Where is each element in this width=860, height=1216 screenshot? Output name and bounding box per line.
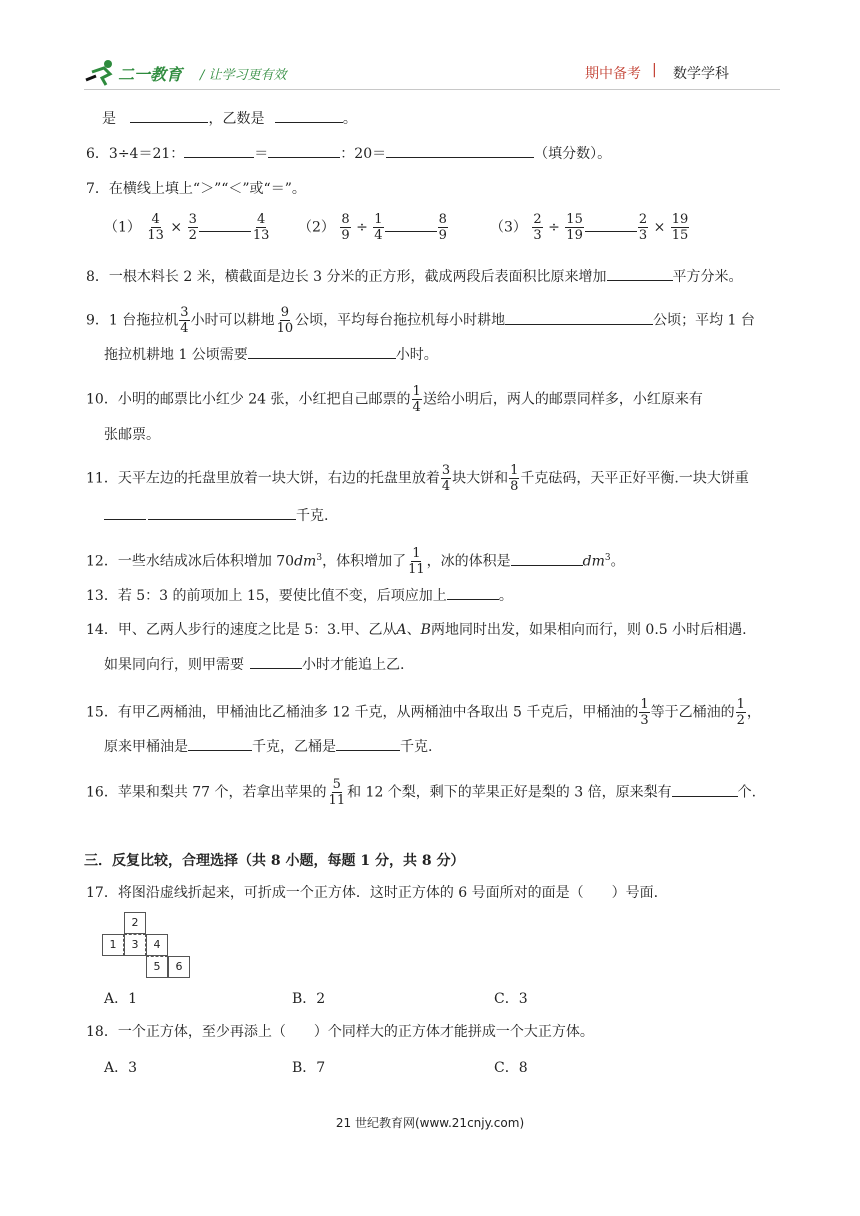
- q18-option-a[interactable]: A．3: [104, 1060, 138, 1076]
- question-16: 16．苹果和梨共 77 个，若拿出苹果的 $\frac{5}{11}$ 和 12 个梨，剩下的苹果正好是梨的 3 倍，原来梨有 个.: [86, 777, 757, 808]
- section-3-title: 三．反复比较，合理选择（共 8 小题，每题 1 分，共 8 分）: [84, 853, 465, 869]
- q17-option-a[interactable]: A．1: [104, 991, 138, 1007]
- question-10-cont: 张邮票。: [104, 427, 160, 443]
- question-9-cont: 拖拉机耕地 1 公顷需要 小时。: [104, 344, 790, 366]
- blank[interactable]: [188, 736, 252, 751]
- question-7: 7．在横线上填上“＞”“＜”或“＝”。: [86, 181, 306, 197]
- net-face-6: 6: [168, 956, 190, 978]
- footer: 21 世纪教育网(www.21cnjy.com): [335, 1116, 525, 1130]
- blank[interactable]: [505, 310, 653, 325]
- question-15-cont: 原来甲桶油是 千克，乙桶是 千克.: [104, 736, 790, 758]
- blank[interactable]: [248, 344, 396, 359]
- subject-label: 数学学科: [673, 66, 729, 82]
- blank[interactable]: [585, 217, 637, 232]
- blank[interactable]: [385, 217, 437, 232]
- net-face-5: 5: [146, 956, 168, 978]
- question-18: 18．一个正方体，至少再添上（ ）个同样大的正方体才能拼成一个大正方体。: [86, 1024, 594, 1040]
- question-13: 13．若 5：3 的前项加上 15，要使比值不变，后项应加上 。: [86, 585, 790, 607]
- q17-option-c[interactable]: C．3: [494, 991, 528, 1007]
- question-10: 10．小明的邮票比小红少 24 张，小红把自己邮票的 $\frac{1}{4}$ 送给小明后，两人的邮票同样多，小红原来有: [86, 384, 703, 415]
- slogan: / 让学习更有效: [200, 68, 287, 83]
- blank[interactable]: [184, 143, 254, 158]
- q7-part-1: （1） $\frac{4}{13}$ × $\frac{3}{2}$ $\frac{4}{13}$: [104, 212, 270, 243]
- net-face-3: 3: [124, 934, 146, 956]
- q18-option-c[interactable]: C．8: [494, 1060, 528, 1076]
- net-face-4: 4: [146, 934, 168, 956]
- blank[interactable]: [130, 108, 208, 123]
- cube-net-figure: [100, 912, 192, 980]
- blank[interactable]: [199, 217, 251, 232]
- blank[interactable]: [672, 782, 738, 797]
- header-rule: [84, 89, 780, 90]
- blank[interactable]: [336, 736, 400, 751]
- header-divider: |: [652, 62, 657, 78]
- blank[interactable]: [607, 266, 673, 281]
- question-12: 12．一些水结成冰后体积增加 $70dm^3$，体积增加了 $\frac{1}{11}$ ，冰的体积是 $dm^3$。: [86, 546, 625, 577]
- blank[interactable]: [250, 654, 302, 669]
- blank[interactable]: [447, 585, 499, 600]
- question-9: 9．1 台拖拉机 $\frac{3}{4}$ 小时可以耕地 $\frac{9}{10}$ 公顷，平均每台拖拉机每小时耕地 公顷；平均 1 台: [86, 305, 755, 336]
- q18-option-b[interactable]: B．7: [292, 1060, 326, 1076]
- q5-tail: 是 ，乙数是 。: [102, 108, 790, 130]
- blank[interactable]: [104, 505, 146, 520]
- question-11: 11．天平左边的托盘里放着一块大饼，右边的托盘里放着 $\frac{3}{4}$ 块大饼和 $\frac{1}{8}$ 千克砝码，天平正好平衡.一块大饼重: [86, 463, 749, 494]
- runner-logo-icon: [84, 58, 120, 86]
- question-17: 17．将图沿虚线折起来，可折成一个正方体．这时正方体的 6 号面所对的面是（ ）号面.: [86, 885, 659, 901]
- blank[interactable]: [386, 143, 534, 158]
- q7-part-2: （2） $\frac{8}{9}$ ÷ $\frac{1}{4}$ $\frac{8}{9}$: [298, 212, 447, 243]
- question-15: 15．有甲乙两桶油，甲桶油比乙桶油多 12 千克，从两桶油中各取出 5 千克后，甲桶油的 $\frac{1}{3}$ 等于乙桶油的 $\frac{1}{2}$ ，: [86, 697, 761, 728]
- q17-option-b[interactable]: B．2: [292, 991, 326, 1007]
- blank[interactable]: [268, 143, 340, 158]
- blank[interactable]: [511, 551, 583, 566]
- net-face-1: 1: [102, 934, 124, 956]
- net-face-2: 2: [124, 912, 146, 934]
- question-8: 8．一根木料长 2 米，横截面是边长 3 分米的正方形，截成两段后表面积比原来增加 平方分米。: [86, 266, 790, 288]
- logo-text: 二一教育: [118, 65, 183, 84]
- blank[interactable]: [148, 505, 296, 520]
- q7-part-3: （3） $\frac{2}{3}$ ÷ $\frac{15}{19}$ $\frac{2}{3}$ × $\frac{19}{15}$: [490, 212, 689, 243]
- question-6: 6．3÷4＝21： ＝ ：20＝ （填分数）。: [86, 143, 790, 165]
- question-14: 14．甲、乙两人步行的速度之比是 5：3.甲、乙从A、B两地同时出发，如果相向而行，则 0.5 小时后相遇.: [86, 622, 747, 638]
- question-14-cont: 如果同向行，则甲需要 小时才能追上乙.: [104, 654, 790, 676]
- question-11-cont: 千克.: [104, 505, 790, 527]
- blank[interactable]: [275, 108, 343, 123]
- exam-tag: 期中备考: [585, 66, 641, 82]
